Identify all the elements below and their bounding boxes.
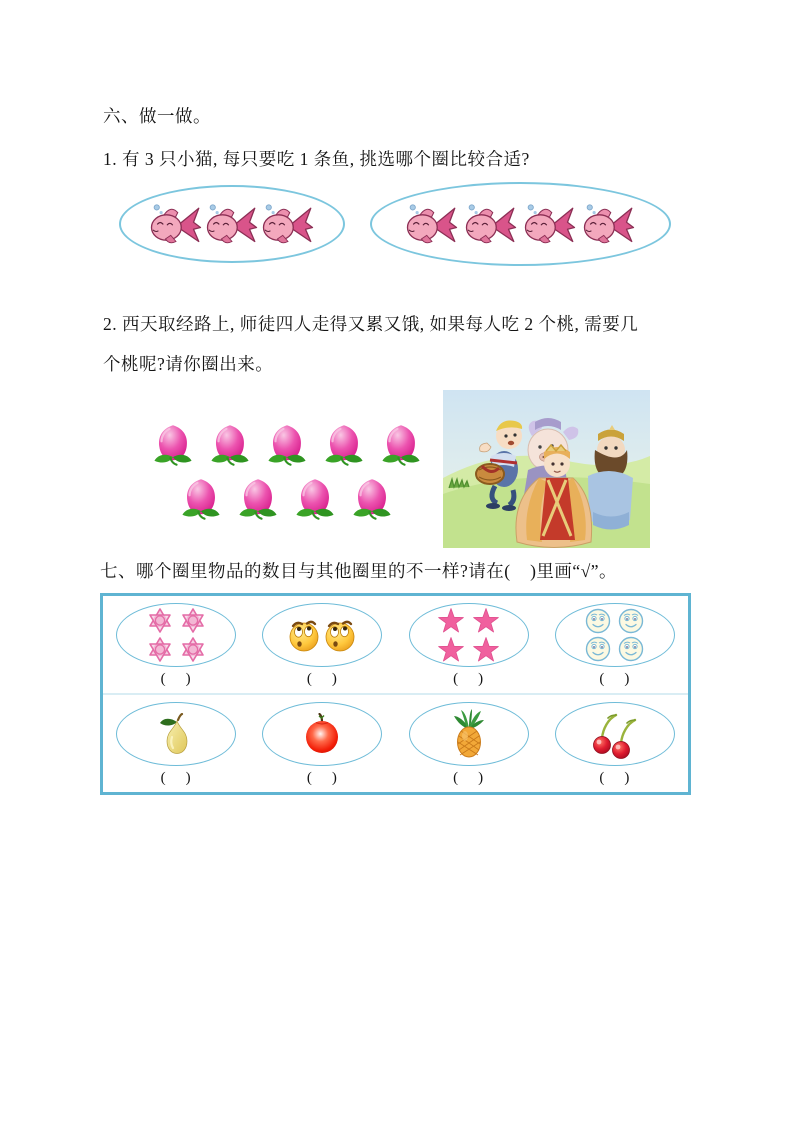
cell-flower-stars	[103, 596, 249, 693]
grid-row-2	[103, 695, 688, 792]
goldfish-icon	[148, 200, 204, 248]
peach-icon	[378, 420, 424, 466]
answer-slot[interactable]: ( )	[599, 671, 631, 687]
section7-grid	[100, 593, 691, 795]
smiley-face-icon	[618, 608, 644, 634]
cell-apple	[249, 695, 395, 792]
answer-slot[interactable]: ( )	[306, 770, 338, 786]
peach-group	[150, 420, 440, 520]
answer-slot[interactable]: ( )	[306, 671, 338, 687]
smiley-face-icon	[585, 636, 611, 662]
question1-figure	[119, 182, 671, 266]
item-circle	[409, 702, 529, 766]
smiley-face-icon	[585, 608, 611, 634]
flower-star-icon	[147, 636, 173, 663]
goldfish-icon	[204, 200, 260, 248]
peach-icon	[235, 474, 281, 520]
flower-star-icon	[180, 636, 206, 663]
item-circle	[262, 702, 382, 766]
cherry-icon	[609, 718, 639, 760]
cell-stars	[396, 596, 542, 693]
goldfish-icon	[260, 200, 316, 248]
pineapple-icon	[449, 709, 489, 759]
journey-west-illustration	[443, 390, 650, 548]
item-circle	[409, 603, 529, 667]
peach-icon	[150, 420, 196, 466]
star-icon	[437, 607, 465, 634]
item-circle	[262, 603, 382, 667]
flower-star-icon	[147, 607, 173, 634]
question2-text-line1: 2. 西天取经路上, 师徒四人走得又累又饿, 如果每人吃 2 个桃, 需要几	[103, 314, 639, 334]
grid-row-1	[103, 596, 688, 695]
apple-icon	[302, 713, 342, 755]
cell-surprised-faces	[249, 596, 395, 693]
goldfish-icon	[463, 200, 519, 248]
cell-pear	[103, 695, 249, 792]
pear-icon	[156, 713, 196, 755]
goldfish-icon	[404, 200, 460, 248]
item-circle	[116, 603, 236, 667]
answer-slot[interactable]: ( )	[599, 770, 631, 786]
section6-heading: 六、做一做。	[103, 106, 211, 126]
peach-icon	[207, 420, 253, 466]
answer-slot[interactable]: ( )	[453, 671, 485, 687]
smiley-face-icon	[618, 636, 644, 662]
answer-slot[interactable]: ( )	[453, 770, 485, 786]
peach-icon	[349, 474, 395, 520]
goldfish-icon	[522, 200, 578, 248]
cell-smiley-faces	[542, 596, 688, 693]
surprised-face-icon	[323, 617, 357, 653]
flower-star-icon	[180, 607, 206, 634]
journey-west-cartoon	[443, 390, 650, 548]
peach-icon	[264, 420, 310, 466]
star-icon	[472, 636, 500, 663]
peach-row-2	[178, 474, 440, 520]
item-circle	[555, 603, 675, 667]
goldfish-icon	[581, 200, 637, 248]
cell-pineapple	[396, 695, 542, 792]
question1-text: 1. 有 3 只小猫, 每只要吃 1 条鱼, 挑选哪个圈比较合适?	[103, 149, 530, 169]
peach-icon	[321, 420, 367, 466]
question2-text-line2: 个桃呢?请你圈出来。	[103, 354, 274, 374]
surprised-face-icon	[287, 617, 321, 653]
answer-slot[interactable]: ( )	[160, 671, 192, 687]
fish-circle-3	[119, 185, 345, 263]
section7-heading: 七、哪个圈里物品的数目与其他圈里的不一样?请在( )里画“√”。	[100, 561, 618, 581]
peach-icon	[178, 474, 224, 520]
fish-circle-4	[370, 182, 671, 266]
peach-row-1	[150, 420, 440, 466]
peach-icon	[292, 474, 338, 520]
star-icon	[437, 636, 465, 663]
star-icon	[472, 607, 500, 634]
item-circle	[555, 702, 675, 766]
item-circle	[116, 702, 236, 766]
cell-cherries	[542, 695, 688, 792]
answer-slot[interactable]: ( )	[160, 770, 192, 786]
